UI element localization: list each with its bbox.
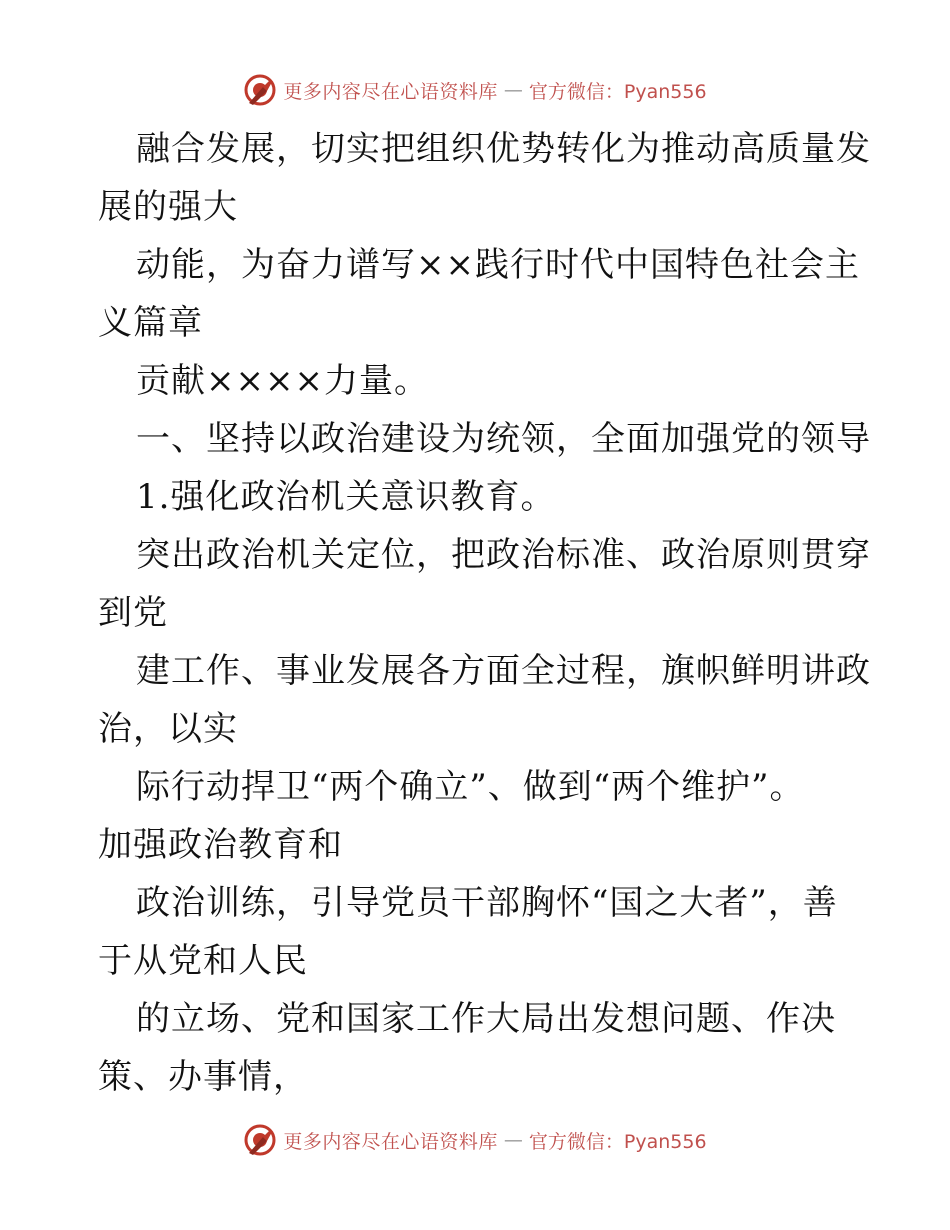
body-line: 融合发展，切实把组织优势转化为推动高质量发 — [136, 129, 871, 169]
body-line: 贡献××××力量。 — [136, 361, 429, 401]
body-line: 建工作、事业发展各方面全过程，旗帜鲜明讲政 — [136, 651, 871, 691]
footer-banner-wechat: 官方微信：Pyan556 — [528, 1130, 707, 1153]
body-line: 的立场、党和国家工作大局出发想问题、作决 — [136, 999, 836, 1039]
body-line: 际行动捍卫“两个确立”、做到“两个维护”。 — [136, 767, 805, 807]
pen-logo-icon — [243, 1123, 277, 1157]
document-body — [98, 120, 871, 1106]
body-line: 政治训练，引导党员干部胸怀“国之大者”，善 — [136, 883, 838, 923]
body-line: 展的强大 — [98, 187, 238, 227]
body-line: 治，以实 — [98, 709, 238, 749]
body-line: 加强政治教育和 — [98, 825, 343, 865]
body-line: 于从党和人民 — [98, 941, 308, 981]
body-line: 动能，为奋力谱写××践行时代中国特色社会主 — [136, 245, 860, 285]
footer-banner-text: 更多内容尽在心语资料库 — [283, 1130, 498, 1153]
body-line: 到党 — [98, 593, 168, 633]
section-heading: 一、坚持以政治建设为统领，全面加强党的领导 — [136, 419, 871, 459]
pen-logo-icon — [243, 73, 277, 107]
subsection-heading: 1.强化政治机关意识教育。 — [136, 477, 556, 517]
body-line: 突出政治机关定位，把政治标准、政治原则贯穿 — [136, 535, 871, 575]
header-banner — [0, 70, 950, 110]
footer-banner-dash: — — [503, 1129, 523, 1151]
body-line: 义篇章 — [98, 303, 203, 343]
header-banner-text: 更多内容尽在心语资料库 — [283, 80, 498, 103]
header-banner-wechat: 官方微信：Pyan556 — [528, 80, 707, 103]
footer-banner — [0, 1120, 950, 1160]
body-line: 策、办事情， — [98, 1057, 308, 1097]
header-banner-dash: — — [503, 79, 523, 101]
